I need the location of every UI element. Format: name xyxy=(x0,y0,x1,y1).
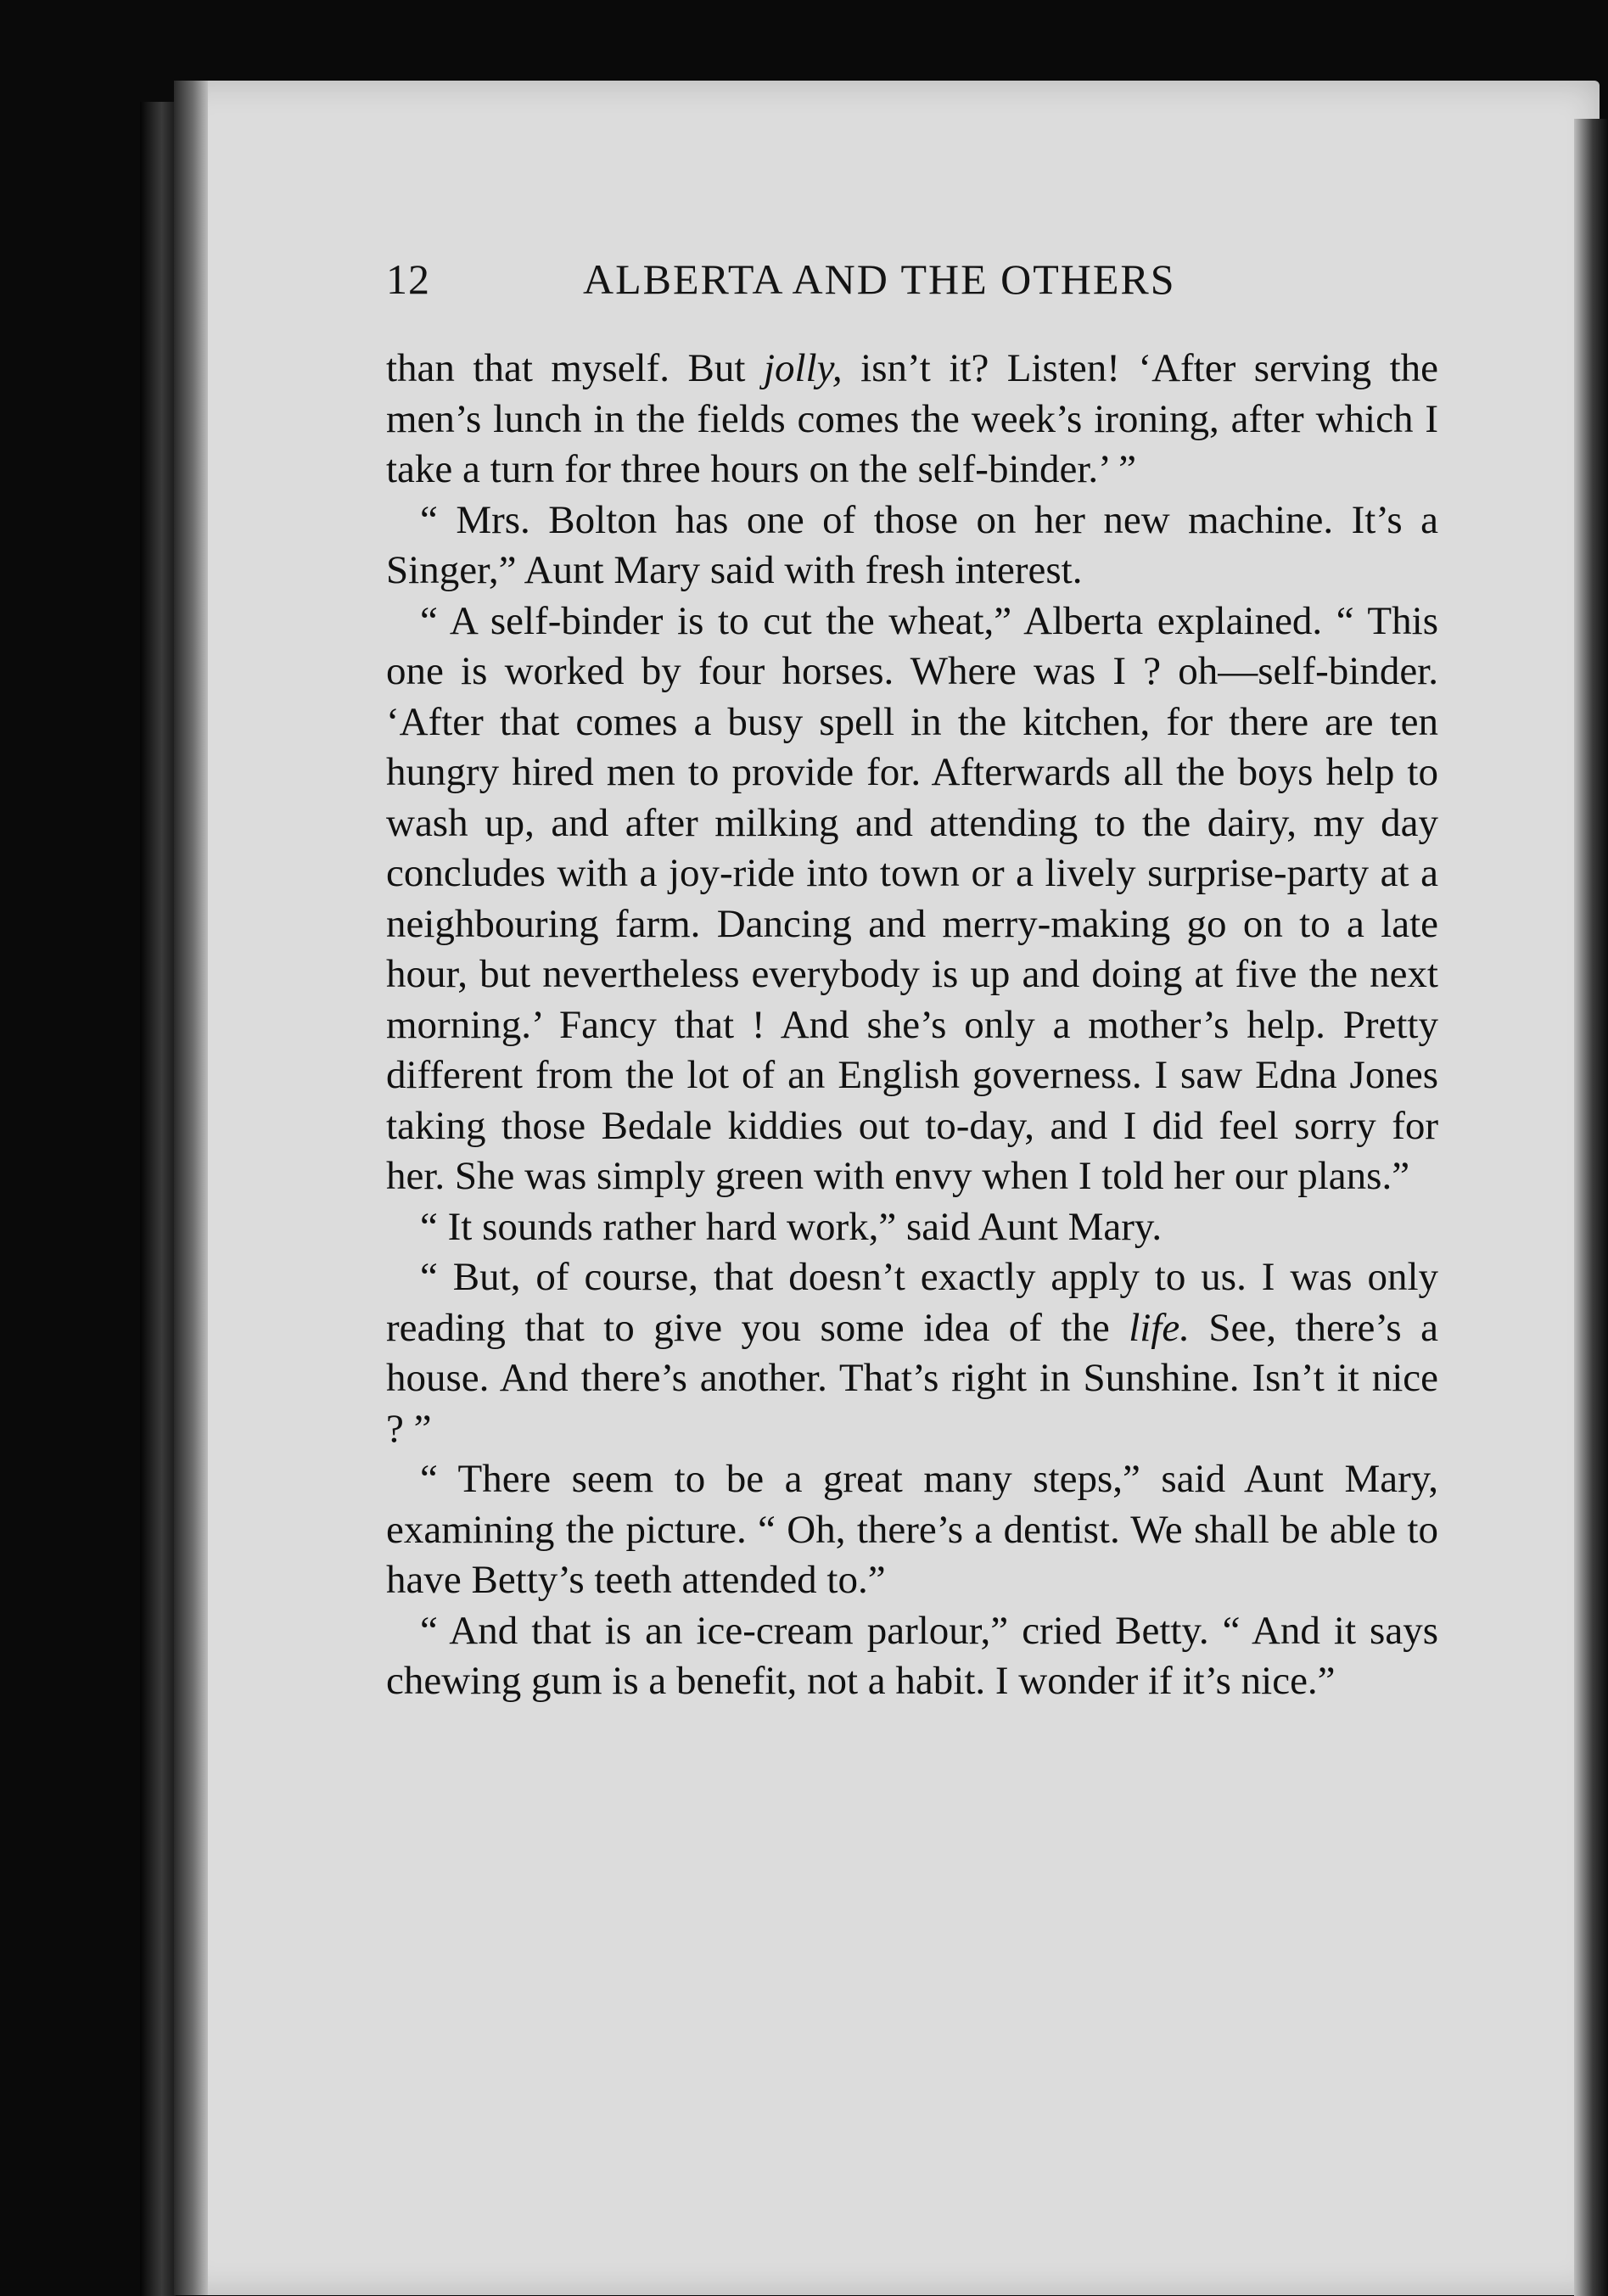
paragraph-6: “ There seem to be a great many steps,” said Aunt Mary, examining the picture. “ Oh, there’s a dentist. We shall be able to have Betty’s teeth attended to.” xyxy=(386,1457,1438,1602)
paragraph-3: “ A self-binder is to cut the wheat,” Alberta explained. “ This one is worked by four horses. Where was I ? oh—self-binder. ‘After that comes a busy spell in the kitchen, for there are ten hungry hired men to provide for. Afterwards all the boys help to wash up, and after milking and attending to the dairy, my day concludes with a joy-ride into town or a lively surprise-party at a neighbouring farm. Dancing and merry-making go on to a late hour, but nevertheless everybody is up and doing at five the next morning.’ Fancy that ! And she’s only a mother’s help. Pretty different from the lot of an English governess. I saw Edna Jones taking those Bedale kiddies out to-day, and I did feel sorry for her. She was simply green with envy when I told her our plans.” xyxy=(386,598,1438,1198)
paragraph-5-text-a: “ But, of course, that doesn’t exactly apply to us. I was only reading that to give you some idea of the xyxy=(386,1255,1438,1350)
paragraph-5-emphasis: life. xyxy=(1129,1305,1190,1350)
book-gutter-shadow xyxy=(140,102,176,2296)
page-inner-edge xyxy=(174,81,208,2295)
paragraph-7: “ And that is an ice-cream parlour,” cried Betty. “ And it says chewing gum is a benefit, not a habit. I wonder if it’s nice.” xyxy=(386,1608,1438,1703)
book-title: ALBERTA AND THE OTHERS xyxy=(583,255,1176,303)
running-head xyxy=(386,255,1286,314)
paragraph-1-emphasis: jolly, xyxy=(763,346,843,390)
paragraph-5 xyxy=(386,1252,1438,1454)
paragraph-1 xyxy=(386,344,1438,496)
paragraph-2: “ Mrs. Bolton has one of those on her new machine. It’s a Singer,” Aunt Mary said with fresh interest. xyxy=(386,497,1438,592)
body-text xyxy=(386,344,1438,1707)
page-outer-edge xyxy=(1574,119,1608,2296)
paragraph-4: “ It sounds rather hard work,” said Aunt Mary. xyxy=(420,1204,1163,1249)
paragraph-5-text-b: See, there’s a house. And there’s another. That’s right in Sunshine. Isn’t it nice ? ” xyxy=(386,1305,1438,1451)
page-number: 12 xyxy=(386,255,430,303)
paragraph-1-text-b: isn’t it? Listen! ‘After serving the men’s lunch in the fields comes the week’s ironing, after which I take a turn for three hours on the self-binder.’ ” xyxy=(386,346,1438,491)
paragraph-1-text-a: than that myself. But xyxy=(386,346,764,390)
